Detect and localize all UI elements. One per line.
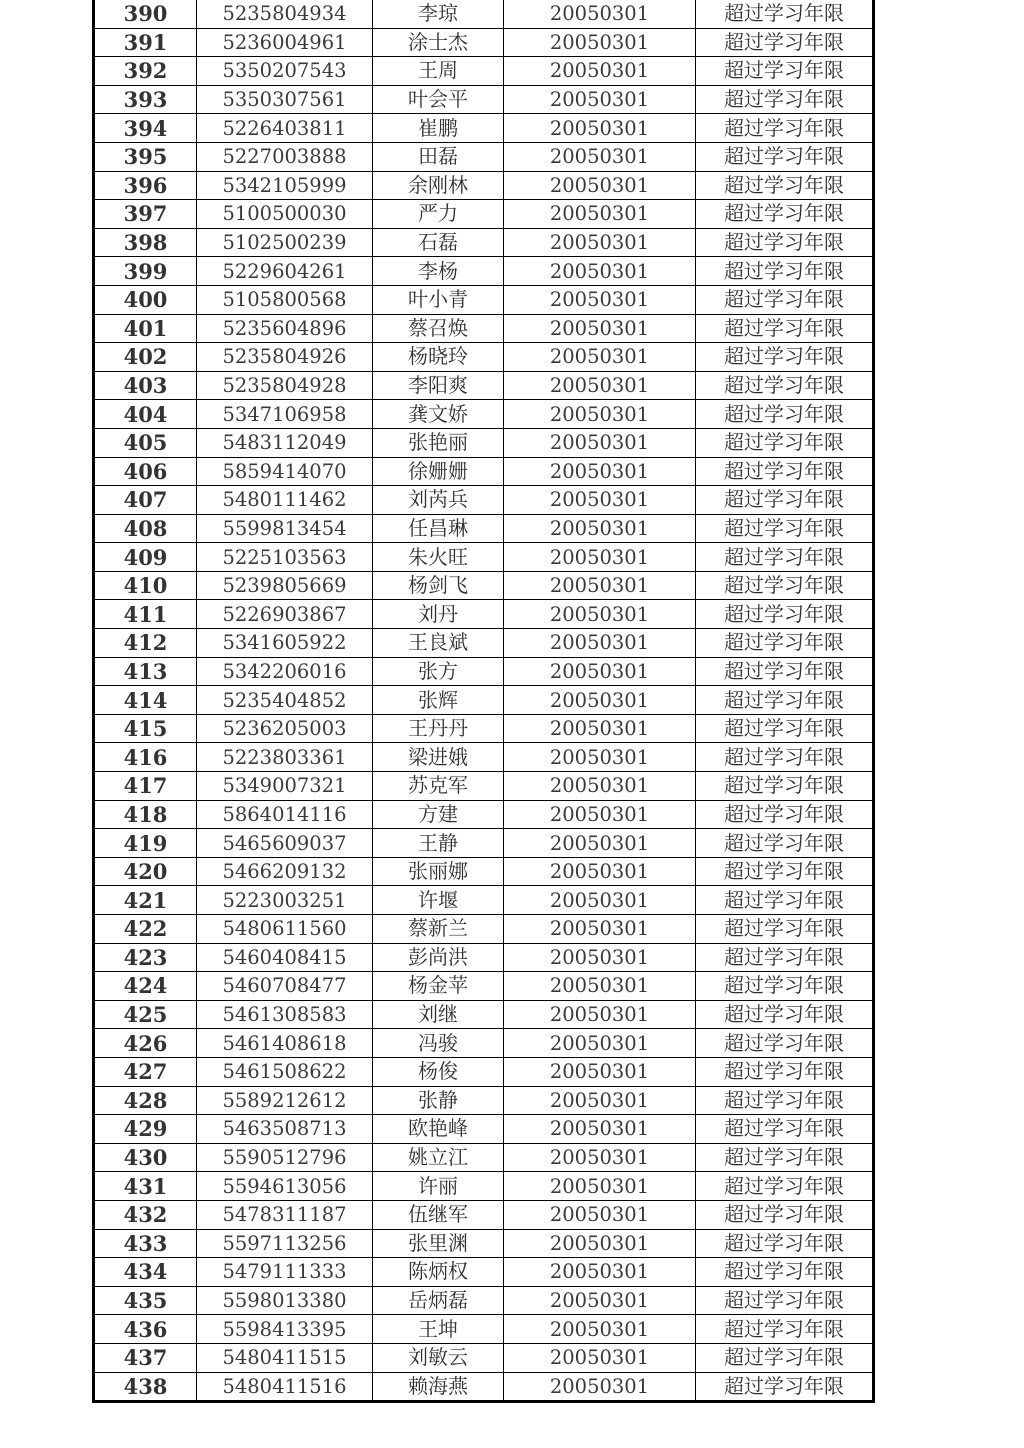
- table-row: [94, 28, 874, 57]
- date-cell: 20050301: [504, 1086, 696, 1115]
- row-number-cell: 397: [94, 200, 197, 229]
- row-number-cell: 409: [94, 543, 197, 572]
- row-number-cell: 401: [94, 314, 197, 343]
- student-id-cell: 5229604261: [197, 257, 373, 286]
- reason-cell: 超过学习年限: [696, 686, 874, 715]
- student-id-cell: 5859414070: [197, 457, 373, 486]
- date-cell: 20050301: [504, 1315, 696, 1344]
- student-id-cell: 5864014116: [197, 800, 373, 829]
- reason-cell: 超过学习年限: [696, 0, 874, 28]
- reason-cell: 超过学习年限: [696, 428, 874, 457]
- row-number-cell: 430: [94, 1143, 197, 1172]
- student-name-cell: 刘芮兵: [373, 486, 504, 515]
- row-number-cell: 415: [94, 714, 197, 743]
- student-name-cell: 杨晓玲: [373, 343, 504, 372]
- table-row: [94, 772, 874, 801]
- student-name-cell: 王周: [373, 57, 504, 86]
- date-cell: 20050301: [504, 28, 696, 57]
- date-cell: 20050301: [504, 1172, 696, 1201]
- date-cell: 20050301: [504, 915, 696, 944]
- student-name-cell: 余刚林: [373, 171, 504, 200]
- row-number-cell: 426: [94, 1029, 197, 1058]
- reason-cell: 超过学习年限: [696, 1200, 874, 1229]
- reason-cell: 超过学习年限: [696, 1372, 874, 1402]
- student-name-cell: 石磊: [373, 228, 504, 257]
- date-cell: 20050301: [504, 543, 696, 572]
- table-row: [94, 1086, 874, 1115]
- student-id-cell: 5598013380: [197, 1286, 373, 1315]
- reason-cell: 超过学习年限: [696, 1115, 874, 1144]
- student-id-cell: 5236004961: [197, 28, 373, 57]
- date-cell: 20050301: [504, 886, 696, 915]
- table-row: [94, 228, 874, 257]
- reason-cell: 超过学习年限: [696, 600, 874, 629]
- student-name-cell: 张方: [373, 657, 504, 686]
- reason-cell: 超过学习年限: [696, 1229, 874, 1258]
- student-name-cell: 龚文娇: [373, 400, 504, 429]
- table-row: [94, 428, 874, 457]
- date-cell: 20050301: [504, 1143, 696, 1172]
- date-cell: 20050301: [504, 57, 696, 86]
- table-row: [94, 1315, 874, 1344]
- student-id-cell: 5235804928: [197, 371, 373, 400]
- student-id-cell: 5478311187: [197, 1200, 373, 1229]
- student-id-cell: 5347106958: [197, 400, 373, 429]
- student-id-cell: 5589212612: [197, 1086, 373, 1115]
- table-row: [94, 142, 874, 171]
- table-row: [94, 743, 874, 772]
- reason-cell: 超过学习年限: [696, 943, 874, 972]
- student-id-cell: 5461308583: [197, 1000, 373, 1029]
- table-row: [94, 1115, 874, 1144]
- reason-cell: 超过学习年限: [696, 657, 874, 686]
- student-name-cell: 陈炳权: [373, 1258, 504, 1287]
- student-name-cell: 张丽娜: [373, 857, 504, 886]
- row-number-cell: 398: [94, 228, 197, 257]
- date-cell: 20050301: [504, 743, 696, 772]
- student-id-cell: 5235604896: [197, 314, 373, 343]
- student-name-cell: 崔鹏: [373, 114, 504, 143]
- table-row: [94, 285, 874, 314]
- row-number-cell: 408: [94, 514, 197, 543]
- student-name-cell: 王坤: [373, 1315, 504, 1344]
- table-row: [94, 972, 874, 1001]
- date-cell: 20050301: [504, 285, 696, 314]
- student-name-cell: 欧艳峰: [373, 1115, 504, 1144]
- date-cell: 20050301: [504, 1286, 696, 1315]
- reason-cell: 超过学习年限: [696, 1086, 874, 1115]
- reason-cell: 超过学习年限: [696, 1286, 874, 1315]
- reason-cell: 超过学习年限: [696, 457, 874, 486]
- reason-cell: 超过学习年限: [696, 800, 874, 829]
- table-row: [94, 714, 874, 743]
- table-row: [94, 943, 874, 972]
- student-id-cell: 5100500030: [197, 200, 373, 229]
- row-number-cell: 411: [94, 600, 197, 629]
- row-number-cell: 436: [94, 1315, 197, 1344]
- row-number-cell: 437: [94, 1343, 197, 1372]
- student-id-cell: 5342105999: [197, 171, 373, 200]
- date-cell: 20050301: [504, 371, 696, 400]
- date-cell: 20050301: [504, 571, 696, 600]
- table-row: [94, 543, 874, 572]
- reason-cell: 超过学习年限: [696, 171, 874, 200]
- student-name-cell: 王良斌: [373, 629, 504, 658]
- student-name-cell: 姚立江: [373, 1143, 504, 1172]
- reason-cell: 超过学习年限: [696, 228, 874, 257]
- row-number-cell: 425: [94, 1000, 197, 1029]
- row-number-cell: 428: [94, 1086, 197, 1115]
- student-id-cell: 5590512796: [197, 1143, 373, 1172]
- table-row: [94, 1172, 874, 1201]
- student-id-cell: 5599813454: [197, 514, 373, 543]
- student-id-cell: 5480411516: [197, 1372, 373, 1402]
- student-name-cell: 徐姗姗: [373, 457, 504, 486]
- student-name-cell: 张艳丽: [373, 428, 504, 457]
- student-name-cell: 王丹丹: [373, 714, 504, 743]
- student-name-cell: 刘敏云: [373, 1343, 504, 1372]
- date-cell: 20050301: [504, 857, 696, 886]
- reason-cell: 超过学习年限: [696, 114, 874, 143]
- date-cell: 20050301: [504, 514, 696, 543]
- reason-cell: 超过学习年限: [696, 371, 874, 400]
- student-name-cell: 任昌琳: [373, 514, 504, 543]
- student-name-cell: 刘继: [373, 1000, 504, 1029]
- row-number-cell: 422: [94, 915, 197, 944]
- date-cell: 20050301: [504, 457, 696, 486]
- student-id-cell: 5105800568: [197, 285, 373, 314]
- student-name-cell: 李琼: [373, 0, 504, 28]
- row-number-cell: 434: [94, 1258, 197, 1287]
- row-number-cell: 393: [94, 85, 197, 114]
- student-id-cell: 5235804926: [197, 343, 373, 372]
- student-name-cell: 叶小青: [373, 285, 504, 314]
- reason-cell: 超过学习年限: [696, 1315, 874, 1344]
- table-row: [94, 629, 874, 658]
- reason-cell: 超过学习年限: [696, 514, 874, 543]
- table-row: [94, 657, 874, 686]
- reason-cell: 超过学习年限: [696, 85, 874, 114]
- table-row: [94, 1343, 874, 1372]
- date-cell: 20050301: [504, 800, 696, 829]
- student-id-cell: 5460408415: [197, 943, 373, 972]
- date-cell: 20050301: [504, 1343, 696, 1372]
- table-row: [94, 200, 874, 229]
- reason-cell: 超过学习年限: [696, 1172, 874, 1201]
- student-name-cell: 王静: [373, 829, 504, 858]
- reason-cell: 超过学习年限: [696, 772, 874, 801]
- student-id-cell: 5349007321: [197, 772, 373, 801]
- date-cell: 20050301: [504, 486, 696, 515]
- row-number-cell: 402: [94, 343, 197, 372]
- row-number-cell: 438: [94, 1372, 197, 1402]
- student-id-cell: 5479111333: [197, 1258, 373, 1287]
- student-id-cell: 5102500239: [197, 228, 373, 257]
- student-name-cell: 田磊: [373, 142, 504, 171]
- date-cell: 20050301: [504, 343, 696, 372]
- row-number-cell: 413: [94, 657, 197, 686]
- date-cell: 20050301: [504, 1200, 696, 1229]
- reason-cell: 超过学习年限: [696, 886, 874, 915]
- table-row: [94, 85, 874, 114]
- table-row: [94, 486, 874, 515]
- student-id-cell: 5483112049: [197, 428, 373, 457]
- student-name-cell: 蔡召焕: [373, 314, 504, 343]
- row-number-cell: 414: [94, 686, 197, 715]
- row-number-cell: 407: [94, 486, 197, 515]
- student-name-cell: 张辉: [373, 686, 504, 715]
- table-body: [94, 0, 874, 1402]
- student-id-cell: 5227003888: [197, 142, 373, 171]
- student-name-cell: 涂士杰: [373, 28, 504, 57]
- table-row: [94, 1229, 874, 1258]
- student-name-cell: 刘丹: [373, 600, 504, 629]
- student-id-cell: 5480111462: [197, 486, 373, 515]
- table-row: [94, 829, 874, 858]
- date-cell: 20050301: [504, 629, 696, 658]
- row-number-cell: 435: [94, 1286, 197, 1315]
- student-id-cell: 5223803361: [197, 743, 373, 772]
- student-name-cell: 方建: [373, 800, 504, 829]
- table-row: [94, 800, 874, 829]
- date-cell: 20050301: [504, 257, 696, 286]
- table-row: [94, 171, 874, 200]
- student-name-cell: 李杨: [373, 257, 504, 286]
- reason-cell: 超过学习年限: [696, 343, 874, 372]
- reason-cell: 超过学习年限: [696, 200, 874, 229]
- date-cell: 20050301: [504, 829, 696, 858]
- row-number-cell: 424: [94, 972, 197, 1001]
- row-number-cell: 418: [94, 800, 197, 829]
- date-cell: 20050301: [504, 1372, 696, 1402]
- row-number-cell: 399: [94, 257, 197, 286]
- table-row: [94, 457, 874, 486]
- student-name-cell: 冯骏: [373, 1029, 504, 1058]
- table-row: [94, 1029, 874, 1058]
- row-number-cell: 406: [94, 457, 197, 486]
- reason-cell: 超过学习年限: [696, 486, 874, 515]
- student-name-cell: 许堰: [373, 886, 504, 915]
- student-name-cell: 杨俊: [373, 1057, 504, 1086]
- reason-cell: 超过学习年限: [696, 857, 874, 886]
- row-number-cell: 403: [94, 371, 197, 400]
- row-number-cell: 396: [94, 171, 197, 200]
- row-number-cell: 429: [94, 1115, 197, 1144]
- date-cell: 20050301: [504, 171, 696, 200]
- reason-cell: 超过学习年限: [696, 1143, 874, 1172]
- row-number-cell: 421: [94, 886, 197, 915]
- student-name-cell: 李阳爽: [373, 371, 504, 400]
- date-cell: 20050301: [504, 1229, 696, 1258]
- date-cell: 20050301: [504, 1000, 696, 1029]
- student-id-cell: 5226403811: [197, 114, 373, 143]
- row-number-cell: 410: [94, 571, 197, 600]
- table-row: [94, 1258, 874, 1287]
- reason-cell: 超过学习年限: [696, 1258, 874, 1287]
- date-cell: 20050301: [504, 972, 696, 1001]
- student-name-cell: 伍继军: [373, 1200, 504, 1229]
- row-number-cell: 427: [94, 1057, 197, 1086]
- reason-cell: 超过学习年限: [696, 714, 874, 743]
- row-number-cell: 432: [94, 1200, 197, 1229]
- student-name-cell: 蔡新兰: [373, 915, 504, 944]
- reason-cell: 超过学习年限: [696, 829, 874, 858]
- table-row: [94, 400, 874, 429]
- date-cell: 20050301: [504, 772, 696, 801]
- date-cell: 20050301: [504, 600, 696, 629]
- student-id-cell: 5225103563: [197, 543, 373, 572]
- table-row: [94, 1372, 874, 1402]
- table-row: [94, 600, 874, 629]
- student-name-cell: 杨剑飞: [373, 571, 504, 600]
- date-cell: 20050301: [504, 314, 696, 343]
- date-cell: 20050301: [504, 1029, 696, 1058]
- table-row: [94, 686, 874, 715]
- student-name-cell: 赖海燕: [373, 1372, 504, 1402]
- student-id-cell: 5465609037: [197, 829, 373, 858]
- row-number-cell: 419: [94, 829, 197, 858]
- row-number-cell: 433: [94, 1229, 197, 1258]
- row-number-cell: 431: [94, 1172, 197, 1201]
- table-row: [94, 1286, 874, 1315]
- reason-cell: 超过学习年限: [696, 1343, 874, 1372]
- student-id-cell: 5597113256: [197, 1229, 373, 1258]
- student-id-cell: 5461408618: [197, 1029, 373, 1058]
- student-name-cell: 张里渊: [373, 1229, 504, 1258]
- date-cell: 20050301: [504, 142, 696, 171]
- date-cell: 20050301: [504, 657, 696, 686]
- student-name-cell: 苏克军: [373, 772, 504, 801]
- row-number-cell: 390: [94, 0, 197, 28]
- reason-cell: 超过学习年限: [696, 285, 874, 314]
- reason-cell: 超过学习年限: [696, 743, 874, 772]
- table-row: [94, 1200, 874, 1229]
- date-cell: 20050301: [504, 400, 696, 429]
- student-id-cell: 5461508622: [197, 1057, 373, 1086]
- reason-cell: 超过学习年限: [696, 57, 874, 86]
- student-id-cell: 5480611560: [197, 915, 373, 944]
- student-id-cell: 5223003251: [197, 886, 373, 915]
- date-cell: 20050301: [504, 1258, 696, 1287]
- student-id-cell: 5594613056: [197, 1172, 373, 1201]
- date-cell: 20050301: [504, 0, 696, 28]
- date-cell: 20050301: [504, 1057, 696, 1086]
- table-row: [94, 886, 874, 915]
- student-id-cell: 5460708477: [197, 972, 373, 1001]
- student-id-cell: 5226903867: [197, 600, 373, 629]
- table-row: [94, 0, 874, 28]
- student-name-cell: 许丽: [373, 1172, 504, 1201]
- student-id-cell: 5235804934: [197, 0, 373, 28]
- table-row: [94, 57, 874, 86]
- date-cell: 20050301: [504, 1115, 696, 1144]
- row-number-cell: 391: [94, 28, 197, 57]
- table-row: [94, 1057, 874, 1086]
- table-row: [94, 857, 874, 886]
- reason-cell: 超过学习年限: [696, 142, 874, 171]
- row-number-cell: 400: [94, 285, 197, 314]
- student-name-cell: 张静: [373, 1086, 504, 1115]
- student-name-cell: 岳炳磊: [373, 1286, 504, 1315]
- reason-cell: 超过学习年限: [696, 28, 874, 57]
- row-number-cell: 405: [94, 428, 197, 457]
- row-number-cell: 394: [94, 114, 197, 143]
- table-row: [94, 257, 874, 286]
- date-cell: 20050301: [504, 114, 696, 143]
- date-cell: 20050301: [504, 428, 696, 457]
- reason-cell: 超过学习年限: [696, 915, 874, 944]
- table-row: [94, 343, 874, 372]
- student-id-cell: 5480411515: [197, 1343, 373, 1372]
- table-row: [94, 114, 874, 143]
- date-cell: 20050301: [504, 85, 696, 114]
- table-row: [94, 1143, 874, 1172]
- student-id-cell: 5463508713: [197, 1115, 373, 1144]
- reason-cell: 超过学习年限: [696, 1057, 874, 1086]
- student-id-cell: 5466209132: [197, 857, 373, 886]
- reason-cell: 超过学习年限: [696, 629, 874, 658]
- date-cell: 20050301: [504, 714, 696, 743]
- row-number-cell: 420: [94, 857, 197, 886]
- table-row: [94, 571, 874, 600]
- student-record-table: [92, 0, 875, 1403]
- student-id-cell: 5350307561: [197, 85, 373, 114]
- reason-cell: 超过学习年限: [696, 1000, 874, 1029]
- table-row: [94, 514, 874, 543]
- table-row: [94, 371, 874, 400]
- reason-cell: 超过学习年限: [696, 972, 874, 1001]
- table-row: [94, 314, 874, 343]
- student-name-cell: 梁进娥: [373, 743, 504, 772]
- student-id-cell: 5239805669: [197, 571, 373, 600]
- row-number-cell: 423: [94, 943, 197, 972]
- student-id-cell: 5598413395: [197, 1315, 373, 1344]
- student-id-cell: 5341605922: [197, 629, 373, 658]
- row-number-cell: 416: [94, 743, 197, 772]
- row-number-cell: 412: [94, 629, 197, 658]
- student-name-cell: 朱火旺: [373, 543, 504, 572]
- table-row: [94, 915, 874, 944]
- reason-cell: 超过学习年限: [696, 543, 874, 572]
- table-row: [94, 1000, 874, 1029]
- student-name-cell: 彭尚洪: [373, 943, 504, 972]
- student-id-cell: 5342206016: [197, 657, 373, 686]
- reason-cell: 超过学习年限: [696, 400, 874, 429]
- date-cell: 20050301: [504, 943, 696, 972]
- student-id-cell: 5350207543: [197, 57, 373, 86]
- reason-cell: 超过学习年限: [696, 1029, 874, 1058]
- row-number-cell: 404: [94, 400, 197, 429]
- date-cell: 20050301: [504, 686, 696, 715]
- row-number-cell: 395: [94, 142, 197, 171]
- reason-cell: 超过学习年限: [696, 571, 874, 600]
- student-name-cell: 叶会平: [373, 85, 504, 114]
- reason-cell: 超过学习年限: [696, 257, 874, 286]
- student-name-cell: 杨金苹: [373, 972, 504, 1001]
- student-id-cell: 5236205003: [197, 714, 373, 743]
- student-name-cell: 严力: [373, 200, 504, 229]
- date-cell: 20050301: [504, 200, 696, 229]
- row-number-cell: 417: [94, 772, 197, 801]
- date-cell: 20050301: [504, 228, 696, 257]
- student-id-cell: 5235404852: [197, 686, 373, 715]
- reason-cell: 超过学习年限: [696, 314, 874, 343]
- row-number-cell: 392: [94, 57, 197, 86]
